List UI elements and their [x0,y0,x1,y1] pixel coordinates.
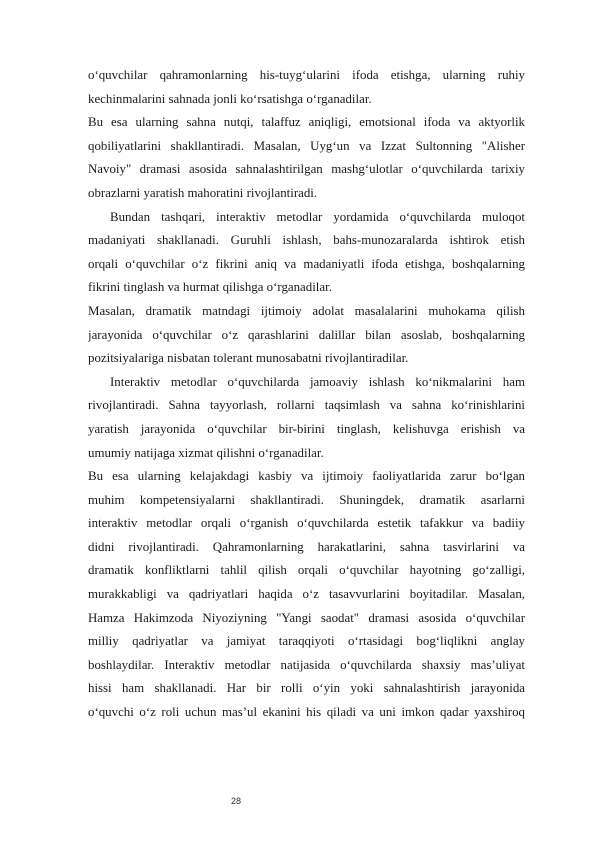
paragraph [88,371,525,465]
paragraph [88,465,525,725]
text-line: Bu esa ularning sahna nutqi, talaffuz aniqligi, emotsional ifoda va aktyorlik [88,115,525,130]
text-line: obrazlarni yaratish mahoratini rivojlantiradi. [88,185,318,200]
paragraph [88,111,525,205]
text-line: jarayonida o‘quvchilar o‘z qarashlarini dalillar bilan asoslab, boshqalarning [88,327,525,342]
page-number: 28 [231,796,242,806]
text-line: Navoiy" dramasi asosida sahnalashtirilgan mashg‘ulotlar o‘quvchilarda tarixiy [88,162,525,177]
text-line: boshlaydilar. Interaktiv metodlar natijasida o‘quvchilarda shaxsiy mas’uliyat [88,657,525,672]
text-line: kechinmalarini sahnada jonli ko‘rsatishga o‘rganadilar. [88,91,372,106]
text-line: Hamza Hakimzoda Niyoziyning "Yangi saodat" dramasi asosida o‘quvchilar [88,610,525,625]
text-line: Masalan, dramatik matndagi ijtimoiy adolat masalalarini muhokama qilish [88,303,525,318]
paragraph [88,206,525,300]
text-line: pozitsiyalariga nisbatan tolerant munosabatni rivojlantiradilar. [88,351,409,366]
text-line: dramatik konfliktlarni tahlil qilish orqali o‘quvchilar hayotning go‘zalligi, [88,563,525,578]
paragraph [88,300,525,371]
text-line: madaniyati shakllanadi. Guruhli ishlash, bahs-munozaralarda ishtirok etish [88,233,525,248]
text-line: yaratish jarayonida o‘quvchilar bir-birini tinglash, kelishuvga erishish va [88,421,525,436]
text-line: interaktiv metodlar orqali o‘rganish o‘quvchilarda estetik tafakkur va badiiy [88,516,525,531]
text-line: o‘quvchi o‘z roli uchun mas’ul ekanini his qiladi va uni imkon qadar yaxshiroq [88,705,525,720]
text-line: didni rivojlantiradi. Qahramonlarning harakatlarini, sahna tasvirlarini va [88,539,525,554]
text-line: o‘quvchilar qahramonlarning his-tuyg‘ularini ifoda etishga, ularning ruhiy [88,68,525,82]
document-body [88,64,525,725]
text-line: Bundan tashqari, interaktiv metodlar yordamida o‘quvchilarda muloqot [110,209,525,224]
text-line: orqali o‘quvchilar o‘z fikrini aniq va madaniyatli ifoda etishga, boshqalarning [88,256,525,271]
text-line: fikrini tinglash va hurmat qilishga o‘rganadilar. [88,280,332,295]
text-line: Interaktiv metodlar o‘quvchilarda jamoaviy ishlash ko‘nikmalarini ham [110,374,525,389]
text-line: qobiliyatlarini shakllantiradi. Masalan, Uyg‘un va Izzat Sultonning "Alisher [88,138,525,153]
text-line: umumiy natijaga xizmat qilishni o‘rganadilar. [88,445,324,460]
text-line: Bu esa ularning kelajakdagi kasbiy va ijtimoiy faoliyatlarida zarur bo‘lgan [88,469,525,484]
text-line: muhim kompetensiyalarni shakllantiradi. Shuningdek, dramatik asarlarni [88,492,525,507]
paragraph [88,64,525,111]
text-line: milliy qadriyatlar va jamiyat taraqqiyoti o‘rtasidagi bog‘liqlikni anglay [88,634,525,649]
text-line: hissi ham shakllanadi. Har bir rolli o‘yin yoki sahnalashtirish jarayonida [88,681,525,696]
text-line: rivojlantiradi. Sahna tayyorlash, rollarni taqsimlash va sahna ko‘rinishlarini [88,398,525,413]
text-line: murakkabligi va qadriyatlari haqida o‘z tasavvurlarini boyitadilar. Masalan, [88,587,525,602]
